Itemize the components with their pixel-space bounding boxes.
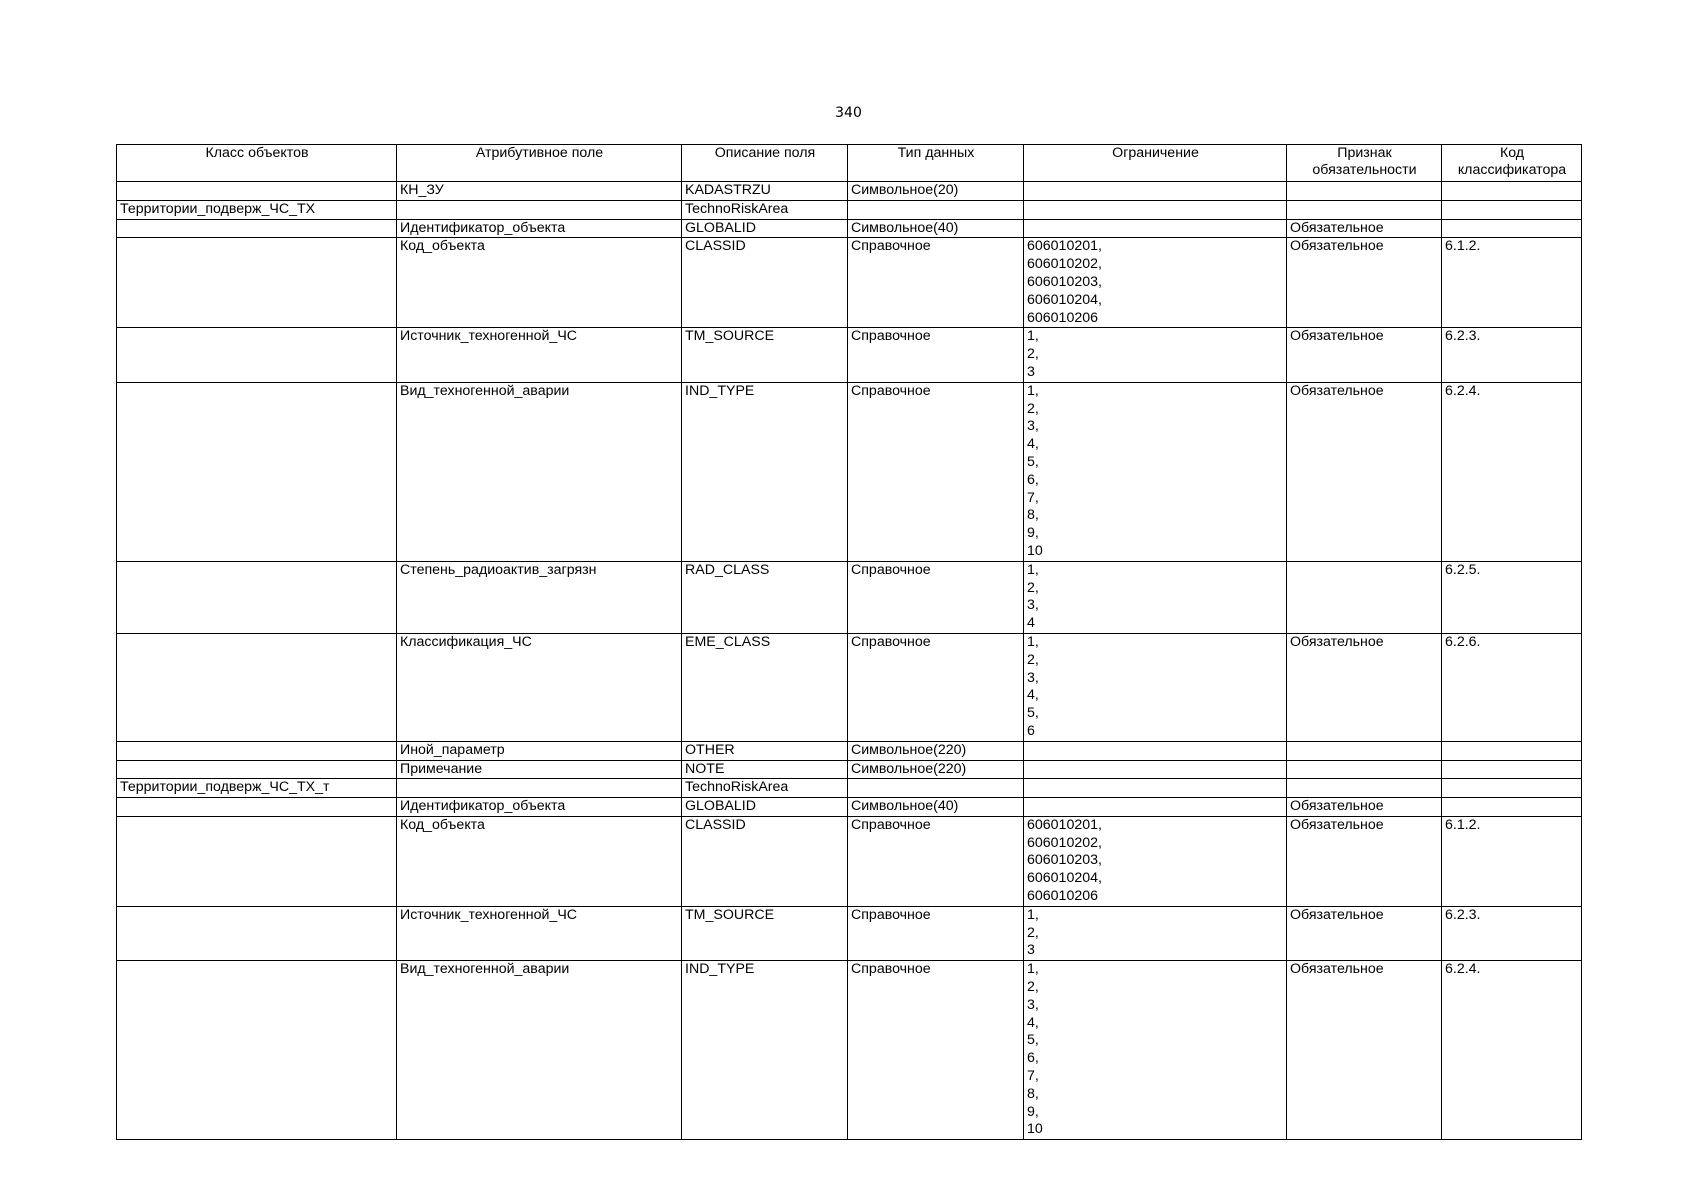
cell-constraint: 606010201, 606010202, 606010203, 606010204, 606010206 bbox=[1024, 816, 1287, 906]
cell-field-description: TM_SOURCE bbox=[682, 328, 848, 382]
cell-attribute-field: Степень_радиоактив_загрязн bbox=[397, 561, 682, 633]
cell-constraint bbox=[1024, 219, 1287, 238]
cell-constraint bbox=[1024, 779, 1287, 798]
cell-classifier-code: 6.2.6. bbox=[1442, 633, 1582, 741]
table-row bbox=[117, 200, 1582, 219]
cell-mandatory-flag bbox=[1287, 561, 1442, 633]
cell-mandatory-flag bbox=[1287, 760, 1442, 779]
cell-attribute-field: Примечание bbox=[397, 760, 682, 779]
table-header-row bbox=[117, 145, 1582, 182]
cell-object-class bbox=[117, 238, 397, 328]
cell-classifier-code bbox=[1442, 779, 1582, 798]
table-row bbox=[117, 741, 1582, 760]
cell-field-description: KADASTRZU bbox=[682, 182, 848, 201]
cell-field-description: GLOBALID bbox=[682, 219, 848, 238]
cell-attribute-field: Код_объекта bbox=[397, 816, 682, 906]
cell-classifier-code: 6.2.3. bbox=[1442, 328, 1582, 382]
cell-attribute-field: Источник_техногенной_ЧС bbox=[397, 328, 682, 382]
attribute-table bbox=[116, 144, 1582, 1140]
cell-data-type: Справочное bbox=[848, 906, 1024, 960]
cell-classifier-code bbox=[1442, 760, 1582, 779]
cell-attribute-field: Иной_параметр bbox=[397, 741, 682, 760]
cell-data-type: Справочное bbox=[848, 633, 1024, 741]
cell-constraint bbox=[1024, 760, 1287, 779]
cell-mandatory-flag: Обязательное bbox=[1287, 633, 1442, 741]
cell-data-type bbox=[848, 200, 1024, 219]
cell-mandatory-flag: Обязательное bbox=[1287, 798, 1442, 817]
cell-data-type: Справочное bbox=[848, 328, 1024, 382]
header-data-type: Тип данных bbox=[848, 145, 1024, 182]
cell-object-class bbox=[117, 328, 397, 382]
page-number: 340 bbox=[835, 105, 862, 121]
cell-object-class bbox=[117, 561, 397, 633]
header-classifier-code: Код классификатора bbox=[1442, 145, 1582, 182]
cell-field-description: TM_SOURCE bbox=[682, 906, 848, 960]
cell-field-description: CLASSID bbox=[682, 238, 848, 328]
cell-mandatory-flag: Обязательное bbox=[1287, 238, 1442, 328]
cell-object-class bbox=[117, 633, 397, 741]
cell-classifier-code: 6.1.2. bbox=[1442, 238, 1582, 328]
table-row bbox=[117, 816, 1582, 906]
cell-field-description: IND_TYPE bbox=[682, 382, 848, 561]
cell-data-type: Символьное(20) bbox=[848, 182, 1024, 201]
cell-classifier-code: 6.2.5. bbox=[1442, 561, 1582, 633]
cell-mandatory-flag: Обязательное bbox=[1287, 382, 1442, 561]
cell-constraint: 1, 2, 3 bbox=[1024, 328, 1287, 382]
cell-classifier-code: 6.2.3. bbox=[1442, 906, 1582, 960]
cell-field-description: TechnoRiskArea bbox=[682, 779, 848, 798]
cell-mandatory-flag bbox=[1287, 200, 1442, 219]
cell-field-description: GLOBALID bbox=[682, 798, 848, 817]
cell-attribute-field: Идентификатор_объекта bbox=[397, 798, 682, 817]
cell-attribute-field bbox=[397, 779, 682, 798]
cell-attribute-field: Код_объекта bbox=[397, 238, 682, 328]
table-row bbox=[117, 961, 1582, 1140]
cell-attribute-field: Вид_техногенной_аварии bbox=[397, 382, 682, 561]
cell-attribute-field: Классификация_ЧС bbox=[397, 633, 682, 741]
header-attribute-field: Атрибутивное поле bbox=[397, 145, 682, 182]
table-row bbox=[117, 779, 1582, 798]
cell-mandatory-flag bbox=[1287, 741, 1442, 760]
cell-constraint bbox=[1024, 182, 1287, 201]
header-field-description: Описание поля bbox=[682, 145, 848, 182]
cell-constraint: 606010201, 606010202, 606010203, 606010204, 606010206 bbox=[1024, 238, 1287, 328]
cell-data-type: Справочное bbox=[848, 816, 1024, 906]
cell-attribute-field: Вид_техногенной_аварии bbox=[397, 961, 682, 1140]
cell-field-description: IND_TYPE bbox=[682, 961, 848, 1140]
cell-data-type: Справочное bbox=[848, 382, 1024, 561]
table-row bbox=[117, 382, 1582, 561]
cell-field-description: OTHER bbox=[682, 741, 848, 760]
cell-attribute-field: Источник_техногенной_ЧС bbox=[397, 906, 682, 960]
cell-classifier-code bbox=[1442, 200, 1582, 219]
cell-classifier-code bbox=[1442, 798, 1582, 817]
cell-data-type: Символьное(220) bbox=[848, 760, 1024, 779]
cell-object-class bbox=[117, 760, 397, 779]
cell-data-type: Справочное bbox=[848, 961, 1024, 1140]
cell-constraint bbox=[1024, 741, 1287, 760]
cell-mandatory-flag: Обязательное bbox=[1287, 816, 1442, 906]
cell-mandatory-flag: Обязательное bbox=[1287, 328, 1442, 382]
cell-mandatory-flag: Обязательное bbox=[1287, 906, 1442, 960]
cell-mandatory-flag: Обязательное bbox=[1287, 219, 1442, 238]
cell-data-type bbox=[848, 779, 1024, 798]
table-row bbox=[117, 328, 1582, 382]
table-row bbox=[117, 633, 1582, 741]
table-row bbox=[117, 182, 1582, 201]
table-row bbox=[117, 561, 1582, 633]
cell-attribute-field: КН_ЗУ bbox=[397, 182, 682, 201]
cell-object-class bbox=[117, 219, 397, 238]
cell-field-description: TechnoRiskArea bbox=[682, 200, 848, 219]
cell-object-class: Территории_подверж_ЧС_ТХ bbox=[117, 200, 397, 219]
table-row bbox=[117, 760, 1582, 779]
cell-data-type: Символьное(40) bbox=[848, 219, 1024, 238]
cell-object-class bbox=[117, 182, 397, 201]
table-row bbox=[117, 798, 1582, 817]
cell-classifier-code bbox=[1442, 741, 1582, 760]
cell-object-class bbox=[117, 906, 397, 960]
cell-classifier-code: 6.1.2. bbox=[1442, 816, 1582, 906]
cell-field-description: EME_CLASS bbox=[682, 633, 848, 741]
table-row bbox=[117, 238, 1582, 328]
cell-constraint: 1, 2, 3 bbox=[1024, 906, 1287, 960]
cell-field-description: NOTE bbox=[682, 760, 848, 779]
cell-constraint: 1, 2, 3, 4, 5, 6, 7, 8, 9, 10 bbox=[1024, 382, 1287, 561]
cell-constraint: 1, 2, 3, 4, 5, 6 bbox=[1024, 633, 1287, 741]
cell-object-class bbox=[117, 961, 397, 1140]
header-mandatory-flag: Признак обязательности bbox=[1287, 145, 1442, 182]
cell-attribute-field: Идентификатор_объекта bbox=[397, 219, 682, 238]
cell-classifier-code: 6.2.4. bbox=[1442, 961, 1582, 1140]
cell-object-class bbox=[117, 741, 397, 760]
cell-constraint: 1, 2, 3, 4 bbox=[1024, 561, 1287, 633]
cell-mandatory-flag bbox=[1287, 779, 1442, 798]
cell-object-class bbox=[117, 382, 397, 561]
cell-mandatory-flag bbox=[1287, 182, 1442, 201]
cell-attribute-field bbox=[397, 200, 682, 219]
cell-constraint bbox=[1024, 200, 1287, 219]
cell-object-class: Территории_подверж_ЧС_ТХ_т bbox=[117, 779, 397, 798]
cell-classifier-code: 6.2.4. bbox=[1442, 382, 1582, 561]
table-row bbox=[117, 219, 1582, 238]
header-object-class: Класс объектов bbox=[117, 145, 397, 182]
cell-data-type: Символьное(220) bbox=[848, 741, 1024, 760]
cell-data-type: Справочное bbox=[848, 238, 1024, 328]
table-row bbox=[117, 906, 1582, 960]
cell-constraint bbox=[1024, 798, 1287, 817]
cell-object-class bbox=[117, 816, 397, 906]
cell-field-description: RAD_CLASS bbox=[682, 561, 848, 633]
cell-data-type: Символьное(40) bbox=[848, 798, 1024, 817]
cell-classifier-code bbox=[1442, 182, 1582, 201]
cell-constraint: 1, 2, 3, 4, 5, 6, 7, 8, 9, 10 bbox=[1024, 961, 1287, 1140]
cell-field-description: CLASSID bbox=[682, 816, 848, 906]
cell-classifier-code bbox=[1442, 219, 1582, 238]
cell-mandatory-flag: Обязательное bbox=[1287, 961, 1442, 1140]
cell-data-type: Справочное bbox=[848, 561, 1024, 633]
header-constraint: Ограничение bbox=[1024, 145, 1287, 182]
cell-object-class bbox=[117, 798, 397, 817]
